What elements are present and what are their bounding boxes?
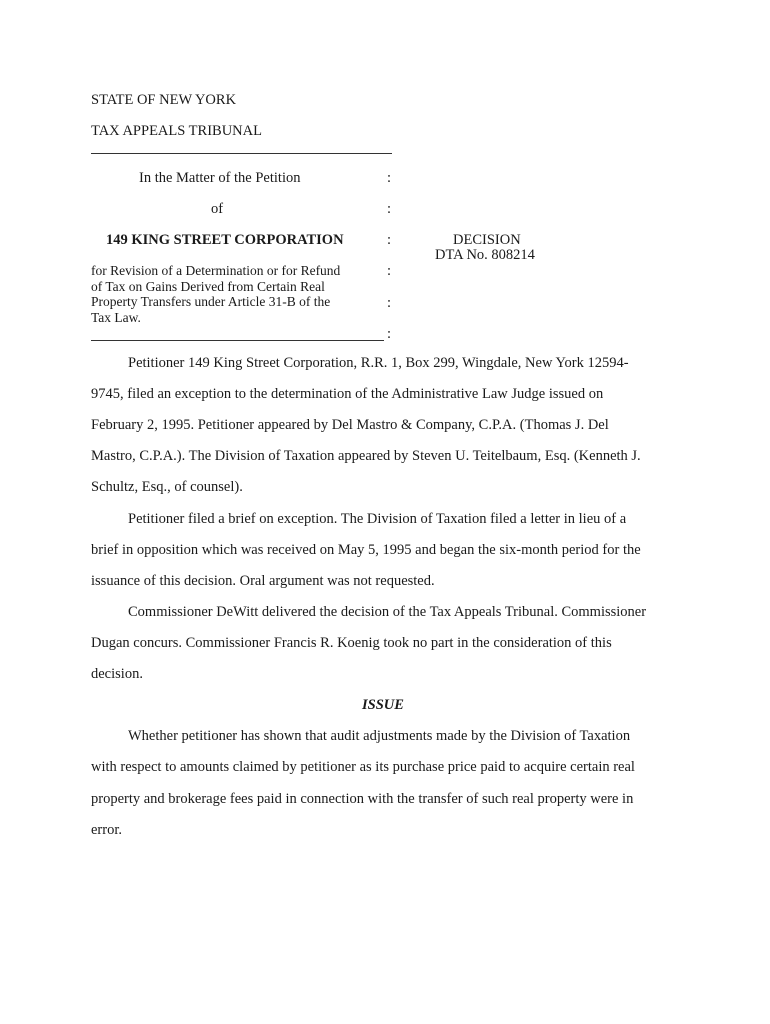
paragraph-line: decision. [91,666,143,682]
paragraph-line: February 2, 1995. Petitioner appeared by Del Mastro & Company, C.P.A. (Thomas J. Del [91,417,609,433]
paragraph-line: Dugan concurs. Commissioner Francis R. Koenig took no part in the consideration of this [91,635,612,651]
caption-of: of [211,201,224,217]
caption-colon: : [387,232,392,248]
caption-party-name: 149 KING STREET CORPORATION [106,232,344,248]
caption-colon: : [387,201,392,217]
paragraph-line: error. [91,822,122,838]
issue-heading: ISSUE [362,697,404,713]
caption-bottom-rule [91,340,384,341]
caption-top-rule [91,153,392,154]
paragraph-line: Mastro, C.P.A.). The Division of Taxation appeared by Steven U. Teitelbaum, Esq. (Kenneth J. [91,448,641,464]
decision-title: DECISION [453,232,521,248]
state-heading: STATE OF NEW YORK [91,92,237,108]
caption-purpose-line: for Revision of a Determination or for Refund [91,263,341,278]
paragraph-line: Whether petitioner has shown that audit adjustments made by the Division of Taxation [128,728,631,744]
paragraph-line: property and brokerage fees paid in connection with the transfer of such real property were in [91,791,634,807]
paragraph-line: Schultz, Esq., of counsel). [91,479,243,495]
tribunal-heading: TAX APPEALS TRIBUNAL [91,123,262,139]
paragraph-line: Petitioner filed a brief on exception. The Division of Taxation filed a letter in lieu of a [128,511,627,527]
caption-matter: In the Matter of the Petition [139,170,301,186]
caption-purpose-line: of Tax on Gains Derived from Certain Real [91,278,325,294]
paragraph-line: 9745, filed an exception to the determination of the Administrative Law Judge issued on [91,386,604,402]
paragraph-line: with respect to amounts claimed by petitioner as its purchase price paid to acquire certain real [91,759,635,775]
caption-purpose-line: Tax Law. [91,309,141,325]
paragraph-line: brief in opposition which was received on May 5, 1995 and began the six-month period for the [91,542,641,558]
caption-colon: : [387,263,392,279]
paragraph-line: Petitioner 149 King Street Corporation, R.R. 1, Box 299, Wingdale, New York 12594- [128,355,629,371]
caption-purpose-line: Property Transfers under Article 31-B of the [91,294,331,309]
caption-colon: : [387,326,392,342]
decision-number: DTA No. 808214 [435,247,535,263]
paragraph-line: issuance of this decision. Oral argument was not requested. [91,573,435,589]
caption-colon: : [387,170,392,186]
caption-colon: : [387,295,392,311]
paragraph-line: Commissioner DeWitt delivered the decision of the Tax Appeals Tribunal. Commissioner [128,604,647,620]
